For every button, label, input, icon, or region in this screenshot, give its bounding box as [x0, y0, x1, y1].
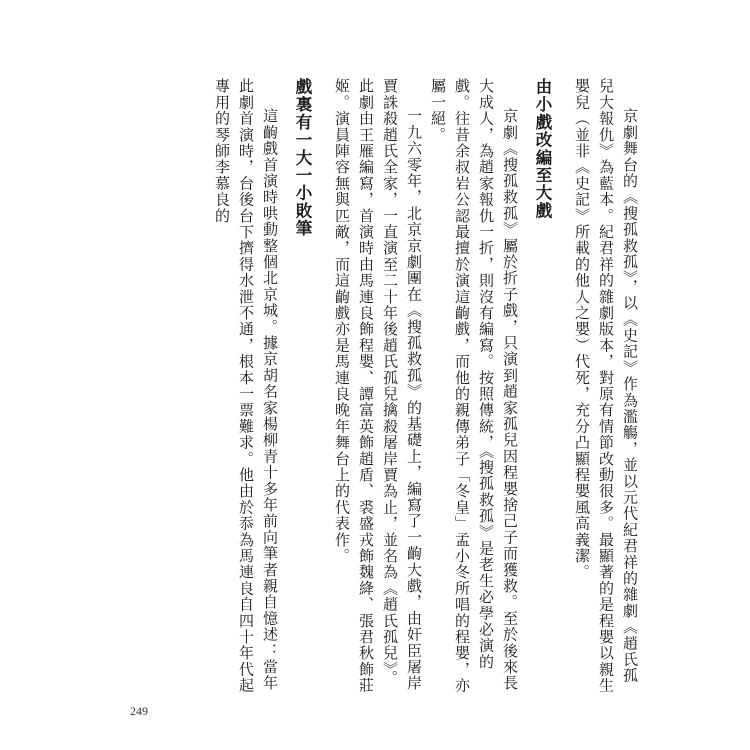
- section-heading-1: 由小戲改編至大戲: [533, 78, 552, 220]
- section-heading-2: 戲裏有一大一小敗筆: [293, 78, 312, 238]
- page-number: 249: [130, 704, 148, 718]
- paragraph-intro: 京劇舞台的《搜孤救孤》，以《史記》作為濫觴，並以元代紀君祥的雜劇《趙氏孤兒大報仇》為藍本。紀君祥的雜劇版本，對原有情節改動很多。最顯著的是程嬰以親生嬰兒（並非《史記》所載的他人之嬰）代死，充分凸顯程嬰風高義潔。: [573, 78, 639, 694]
- vertical-text-body: [210, 78, 642, 698]
- paragraph-1960: 一九六零年，北京京劇團在《搜孤救孤》的基礎上，編寫了一齣大戲，由奸臣屠岸賈誅殺趙氏全家，一直演至二十年後趙氏孤兒擒殺屠岸賈為止，並名為《趙氏孤兒》。此劇由王雁編寫，首演時由馬連良飾程嬰、譚富英飾趙盾、裘盛戎飾魏絳、張君秋飾莊姬。演員陣容無與匹敵，而這齣戲亦是馬連良晚年舞台上的代表作。: [333, 78, 423, 694]
- paragraph-premiere: 這齣戲首演時哄動整個北京城。據京胡名家楊柳青十多年前向筆者親自憶述：當年此劇首演時，台後台下擠得水泄不通，根本一票難求。他由於忝為馬連良自四十年代起專用的琴師李慕良的: [213, 78, 279, 694]
- paragraph-zhezixi: 京劇《搜孤救孤》屬於折子戲，只演到趙家孤兒因程嬰捨己子而獲救。至於後來長大成人，為趙家報仇一折，則沒有編寫。按照傳統，《搜孤救孤》是老生必學必演的戲。往昔余叔岩公認最擅於演這齣戲，而他的親傳弟子「冬皇」孟小冬所唱的程嬰，亦屬一絕。: [429, 78, 519, 694]
